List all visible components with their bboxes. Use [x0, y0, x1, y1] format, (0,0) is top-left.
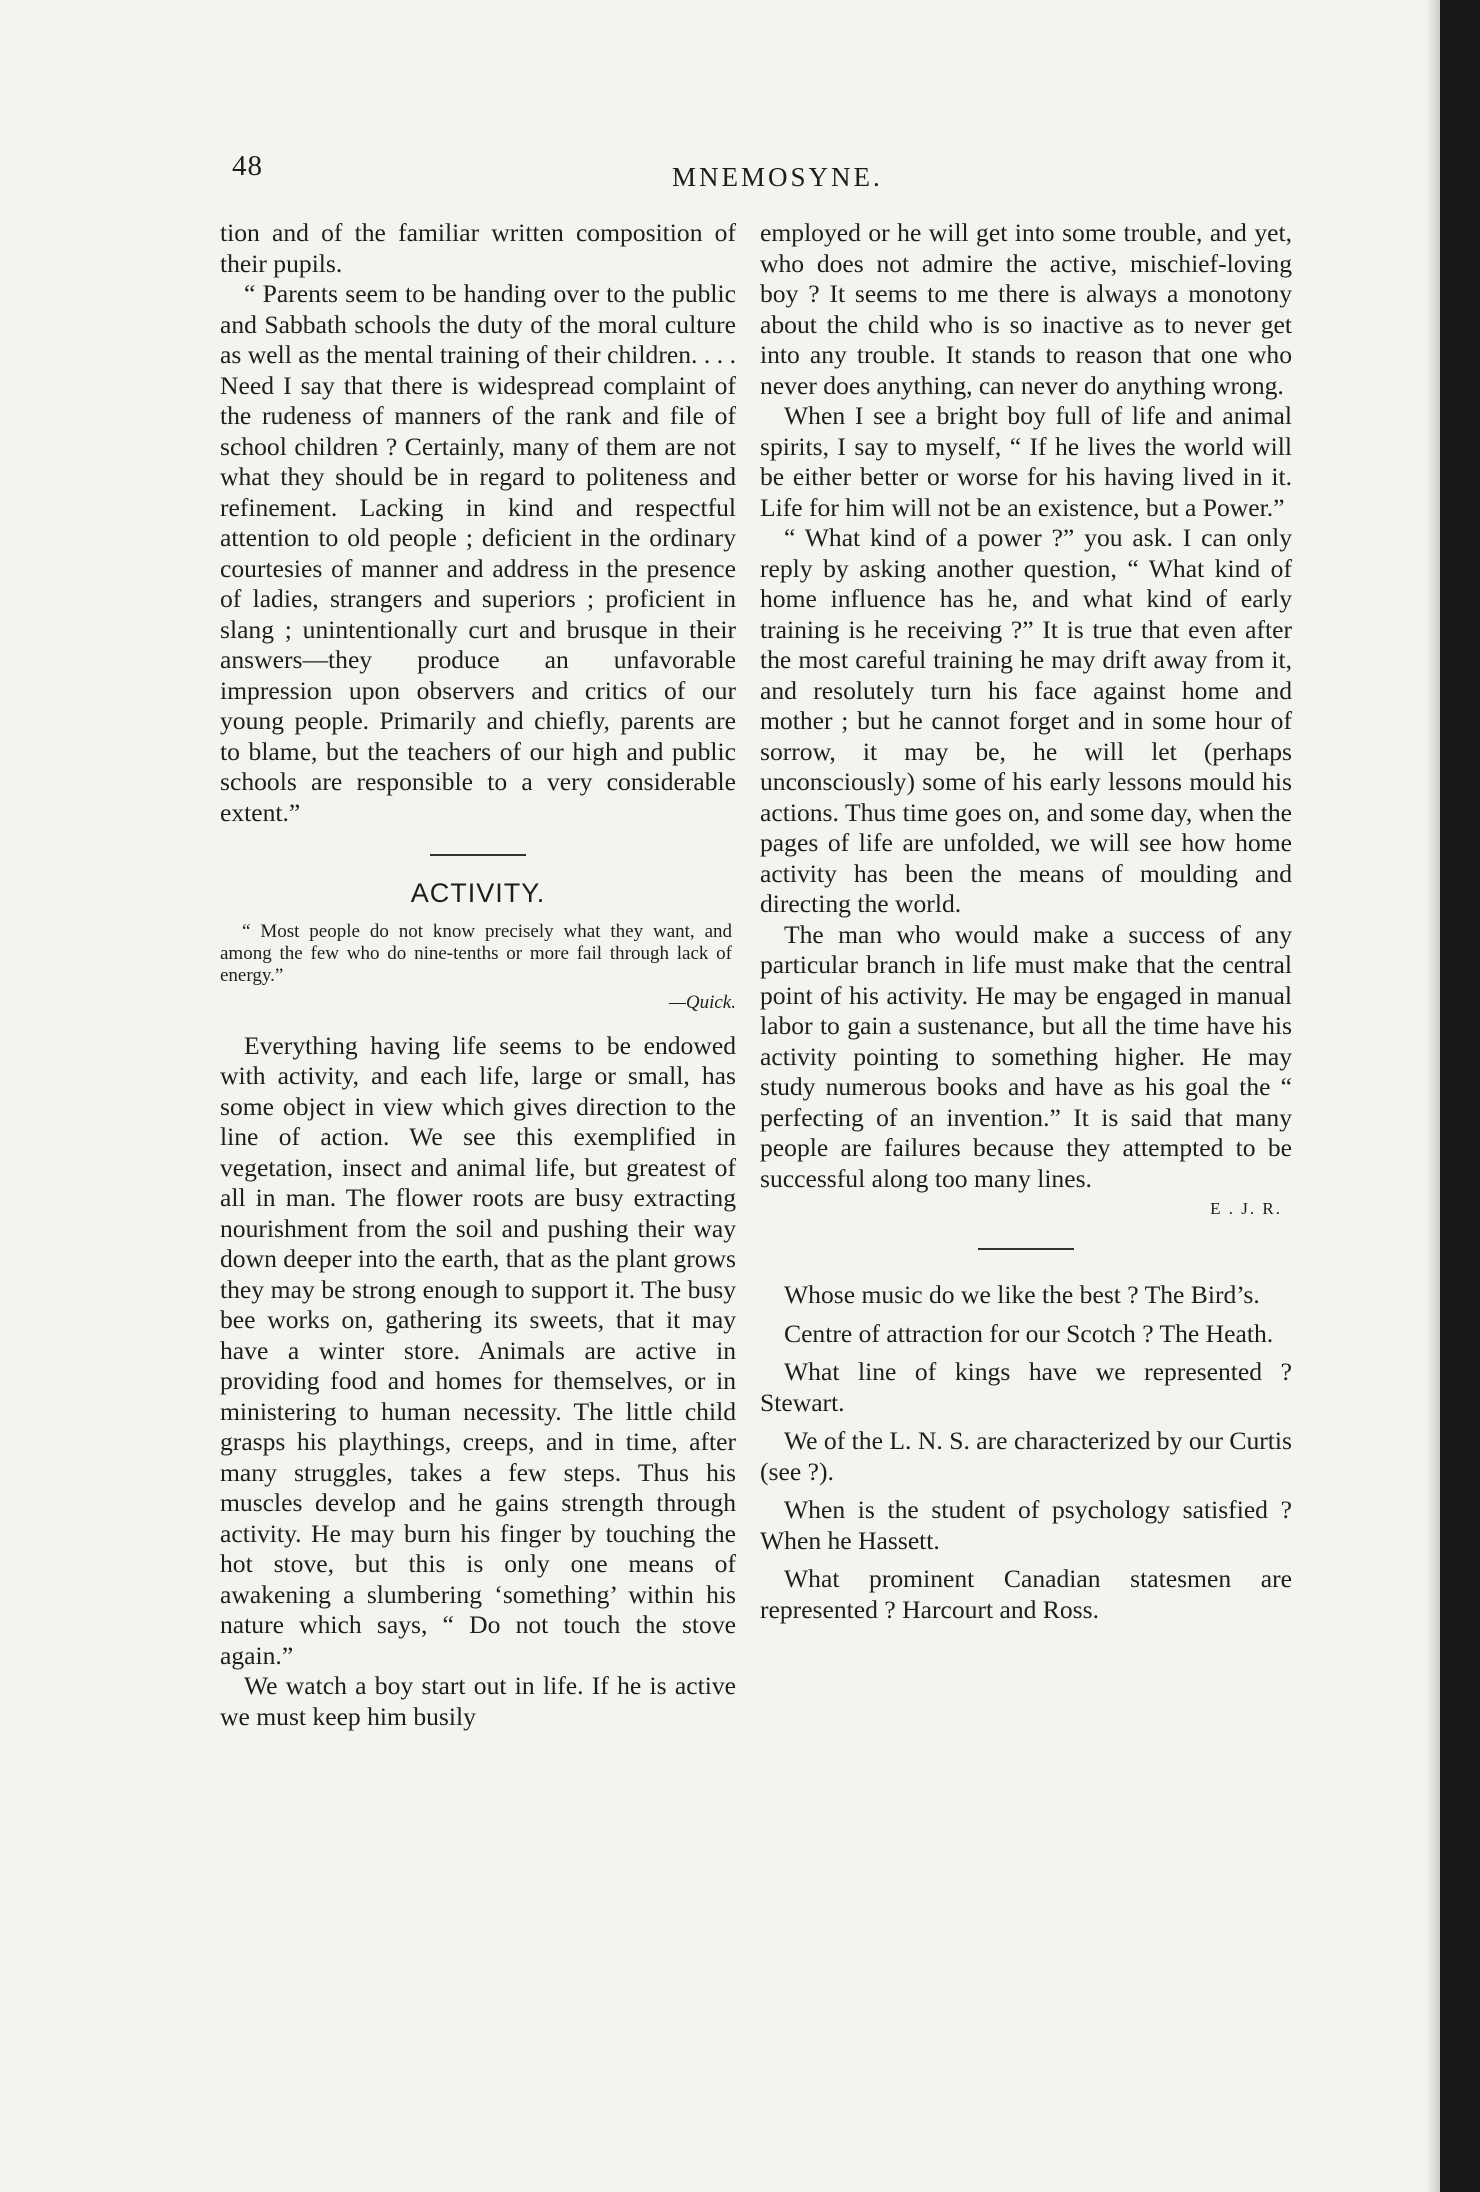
epigraph: [220, 921, 732, 987]
article-paragraph: employed or he will get into some trouble, and yet, who does not admire the active, mischief-loving boy ? It seems to me there is always a monotony about the child who is so inactive as to never get into any trouble. It stands to reason that one who never does anything, can never do anything wrong.: [760, 218, 1292, 400]
article-paragraph: When I see a bright boy full of life and animal spirits, I say to myself, “ If he lives the world will be either better or worse for his having lived in it. Life for him will not be an existence, but a Power.”: [760, 401, 1292, 522]
article-paragraph: “ What kind of a power ?” you ask. I can only reply by asking another question, “ What kind of home influence has he, and what kind of early training is he receiving ?” It is true that even after the most careful training he may drift away from it, and resolutely turn his face against home and mother ; but he cannot forget and in some hour of sorrow, it may be, he will let (perhaps unconsciously) some of his early lessons mould his actions. Thus time goes on, and some day, when the pages of life are unfolded, we will see how home activity has been the means of moulding and directing the world.: [760, 523, 1292, 918]
continuation-paragraph: tion and of the familiar written composition of their pupils.: [220, 218, 736, 278]
riddle-item: We of the L. N. S. are characterized by our Curtis (see ?).: [760, 1426, 1292, 1486]
riddle-item: What prominent Canadian statesmen are represented ? Harcourt and Ross.: [760, 1564, 1292, 1624]
epigraph-text: “ Most people do not know precisely what they want, and among the few who do nine-tenths or more fail through lack of energy.”: [220, 920, 732, 986]
running-title: MNEMOSYNE.: [672, 162, 883, 192]
page-number: 48: [232, 150, 263, 182]
author-signature: E . J. R.: [1210, 1199, 1282, 1218]
article-paragraph: We watch a boy start out in life. If he is active we must keep him busily: [220, 1671, 736, 1731]
article-title: ACTIVITY.: [410, 878, 546, 908]
article-paragraph: Everything having life seems to be endowed with activity, and each life, large or small, has some object in view which gives direction to the line of action. We see this exemplified in vegetation, insect and animal life, but greatest of all in man. The flower roots are busy extracting nourishment from the soil and pushing their way down deeper into the earth, that as the plant grows they may be strong enough to support it. The busy bee works on, gathering its sweets, that it may have a winter store. Animals are active in providing food and homes for themselves, or in ministering to human necessity. The little child grasps his playthings, creeps, and in time, after many struggles, takes a few steps. Thus his muscles develop and he gains strength through activity. He may burn his finger by touching the hot stove, but this is only one means of awakening a slumbering ‘something’ within his nature which says, “ Do not touch the stove again.”: [220, 1030, 736, 1670]
riddle-item: What line of kings have we represented ? Stewart.: [760, 1357, 1292, 1417]
left-column: [220, 218, 736, 1732]
right-column: [760, 218, 1292, 1633]
section-divider: [978, 1248, 1074, 1250]
riddles-list: [760, 1280, 1292, 1625]
epigraph-attribution: —Quick.: [668, 991, 736, 1013]
page-header: [232, 150, 1292, 200]
article-paragraph: The man who would make a success of any particular branch in life must make that the central point of his activity. He may be engaged in manual labor to gain a sustenance, but all the time have his activity pointing to something higher. He may study numerous books and have as his goal the “ perfecting of an invention.” It is said that many people are failures because they attempted to be successful along too many lines.: [760, 919, 1292, 1193]
page-edge-shadow: [1440, 0, 1480, 2192]
section-divider: [430, 854, 526, 856]
quoted-paragraph: “ Parents seem to be handing over to the public and Sabbath schools the duty of the moral culture as well as the mental training of their children. . . . Need I say that there is widespread complaint of the rudeness of manners of the rank and file of school children ? Certainly, many of them are not what they should be in regard to politeness and refinement. Lacking in kind and respectful attention to old people ; deficient in the ordinary courtesies of manner and address in the presence of ladies, strangers and superiors ; proficient in slang ; unintentionally curt and brusque in their answers—they produce an unfavorable impression upon observers and critics of our young people. Primarily and chiefly, parents are to blame, but the teachers of our high and public schools are responsible to a very considerable extent.”: [220, 279, 736, 827]
riddle-item: Centre of attraction for our Scotch ? The Heath.: [784, 1318, 1274, 1348]
riddle-item: Whose music do we like the best ? The Bird’s.: [784, 1280, 1260, 1309]
riddle-item: When is the student of psychology satisfied ? When he Hassett.: [760, 1495, 1292, 1555]
